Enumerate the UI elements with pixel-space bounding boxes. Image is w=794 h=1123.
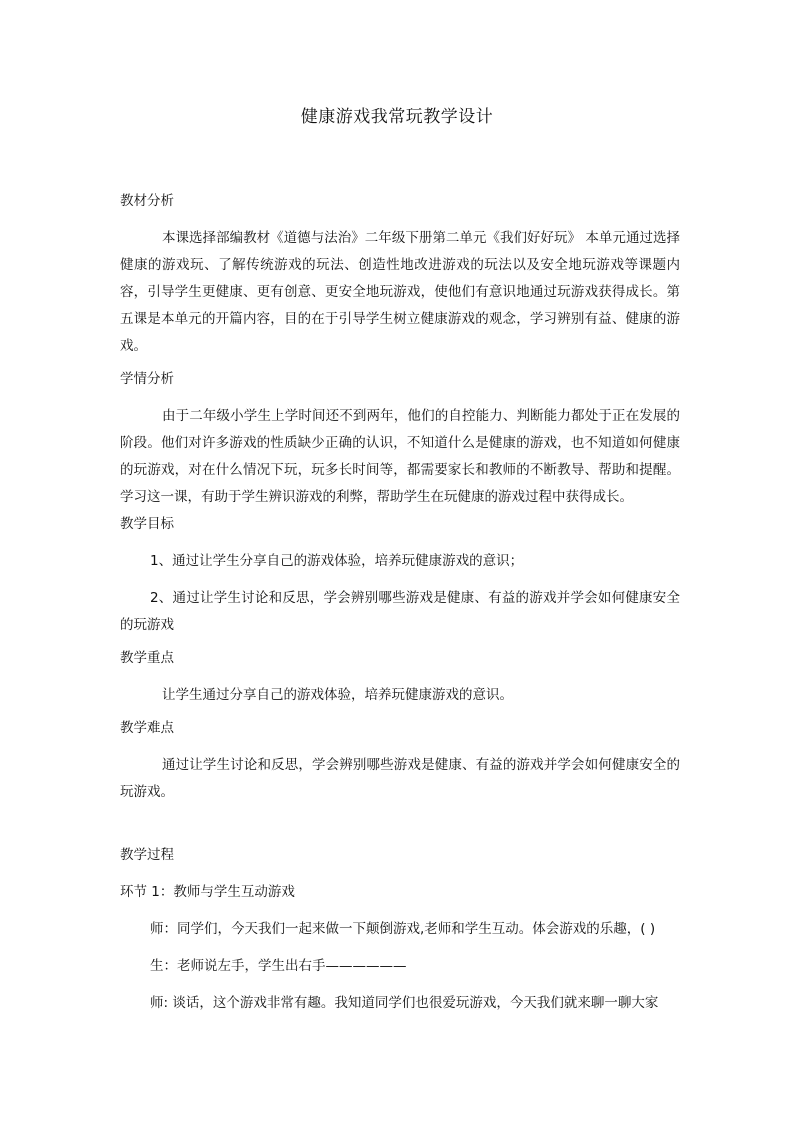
process-line-teacher-1: 师：同学们，今天我们一起来做一下颠倒游戏,老师和学生互动。体会游戏的乐趣，( ) bbox=[150, 921, 656, 937]
section-heading-key-points: 教学重点 bbox=[120, 650, 174, 666]
section-heading-material-analysis: 教材分析 bbox=[120, 193, 174, 209]
section-heading-difficulties: 教学难点 bbox=[120, 720, 174, 736]
process-step-1-title: 环节 1：教师与学生互动游戏 bbox=[120, 884, 295, 900]
paragraph-key-points: 让学生通过分享自己的游戏体验，培养玩健康游戏的意识。 bbox=[162, 687, 513, 703]
paragraph-difficulties: 通过让学生讨论和反思，学会辨别哪些游戏是健康、有益的游戏并学会如何健康安全的玩游戏。 bbox=[120, 757, 680, 800]
section-heading-process: 教学过程 bbox=[120, 847, 174, 863]
objective-item-1: 1、通过让学生分享自己的游戏体验，培养玩健康游戏的意识； bbox=[150, 553, 524, 569]
process-line-teacher-2: 师: 谈话，这个游戏非常有趣。我知道同学们也很爱玩游戏，今天我们就来聊一聊大家 bbox=[150, 995, 659, 1011]
objective-item-2: 2、通过让学生讨论和反思，学会辨别哪些游戏是健康、有益的游戏并学会如何健康安全的玩游戏 bbox=[120, 590, 680, 633]
document-body bbox=[120, 188, 680, 1017]
paragraph-student-analysis: 由于二年级小学生上学时间还不到两年，他们的自控能力、判断能力都处于正在发展的阶段。他们对许多游戏的性质缺少正确的认识，不知道什么是健康的游戏，也不知道如何健康的玩游戏，对在什么情况下玩，玩多长时间等，都需要家长和教师的不断教导、帮助和提醒。学习这一课，有助于学生辨识游戏的利弊，帮助学生在玩健康的游戏过程中获得成长。 bbox=[120, 408, 680, 505]
section-heading-student-analysis: 学情分析 bbox=[120, 371, 174, 387]
section-heading-objectives: 教学目标 bbox=[120, 516, 174, 532]
document-title: 健康游戏我常玩教学设计 bbox=[300, 107, 494, 127]
paragraph-material-analysis: 本课选择部编教材《道德与法治》二年级下册第二单元《我们好好玩》 本单元通过选择健康的游戏玩、了解传统游戏的玩法、创造性地改进游戏的玩法以及安全地玩游戏等课题内容，引导学生更健康、更有创意、更安全地玩游戏，使他们有意识地通过玩游戏获得成长。第五课是本单元的开篇内容，目的在于引导学生树立健康游戏的观念，学习辨别有益、健康的游戏。 bbox=[120, 230, 680, 354]
process-line-student-1: 生：老师说左手，学生出右手—————— bbox=[150, 958, 407, 974]
